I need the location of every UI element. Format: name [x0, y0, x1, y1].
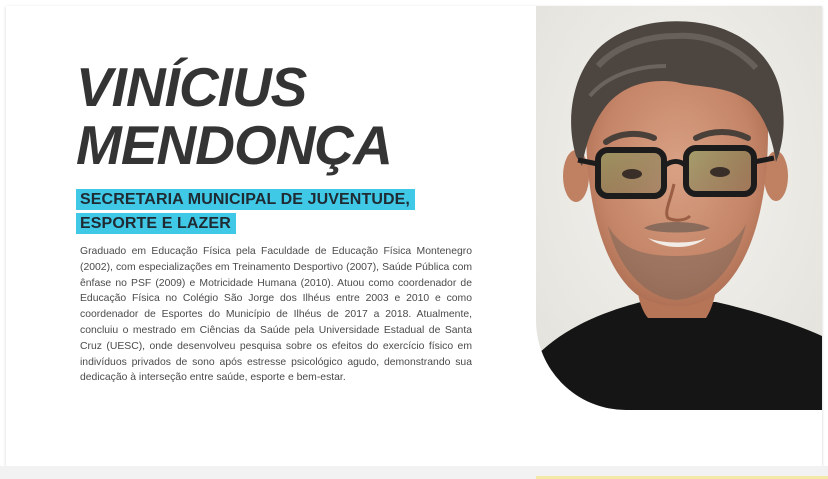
department-line-1: SECRETARIA MUNICIPAL DE JUVENTUDE, — [76, 189, 415, 210]
person-name — [76, 58, 392, 174]
department-label — [76, 189, 415, 237]
person-last-name: MENDONÇA — [76, 114, 392, 176]
person-first-name: VINÍCIUS — [76, 56, 307, 118]
department-line-2: ESPORTE E LAZER — [76, 213, 236, 234]
biography-text: Graduado em Educação Física pela Faculdade de Educação Física Montenegro (2002), com especializações em Treinamento Desportivo (2007), Saúde Pública com ênfase no PSF (2009) e Motricidade Humana (2010). Atuou como coordenador de Educação Física no Colégio São Jorge dos Ilhéus entre 2003 e 2010 e como coordenador de Esportes do Município de Ilhéus de 2017 a 2018. Atualmente, concluiu o mestrado em Ciências da Saúde pela Universidade Estadual de Santa Cruz (UESC), onde desenvolveu pesquisa sobre os efeitos do exercício físico em indivíduos privados de sono após estresse psicológico agudo, demonstrando sua dedicação à interseção entre saúde, esporte e bem-estar. — [80, 246, 472, 384]
portrait-illustration — [536, 6, 822, 410]
profile-photo — [536, 6, 822, 410]
